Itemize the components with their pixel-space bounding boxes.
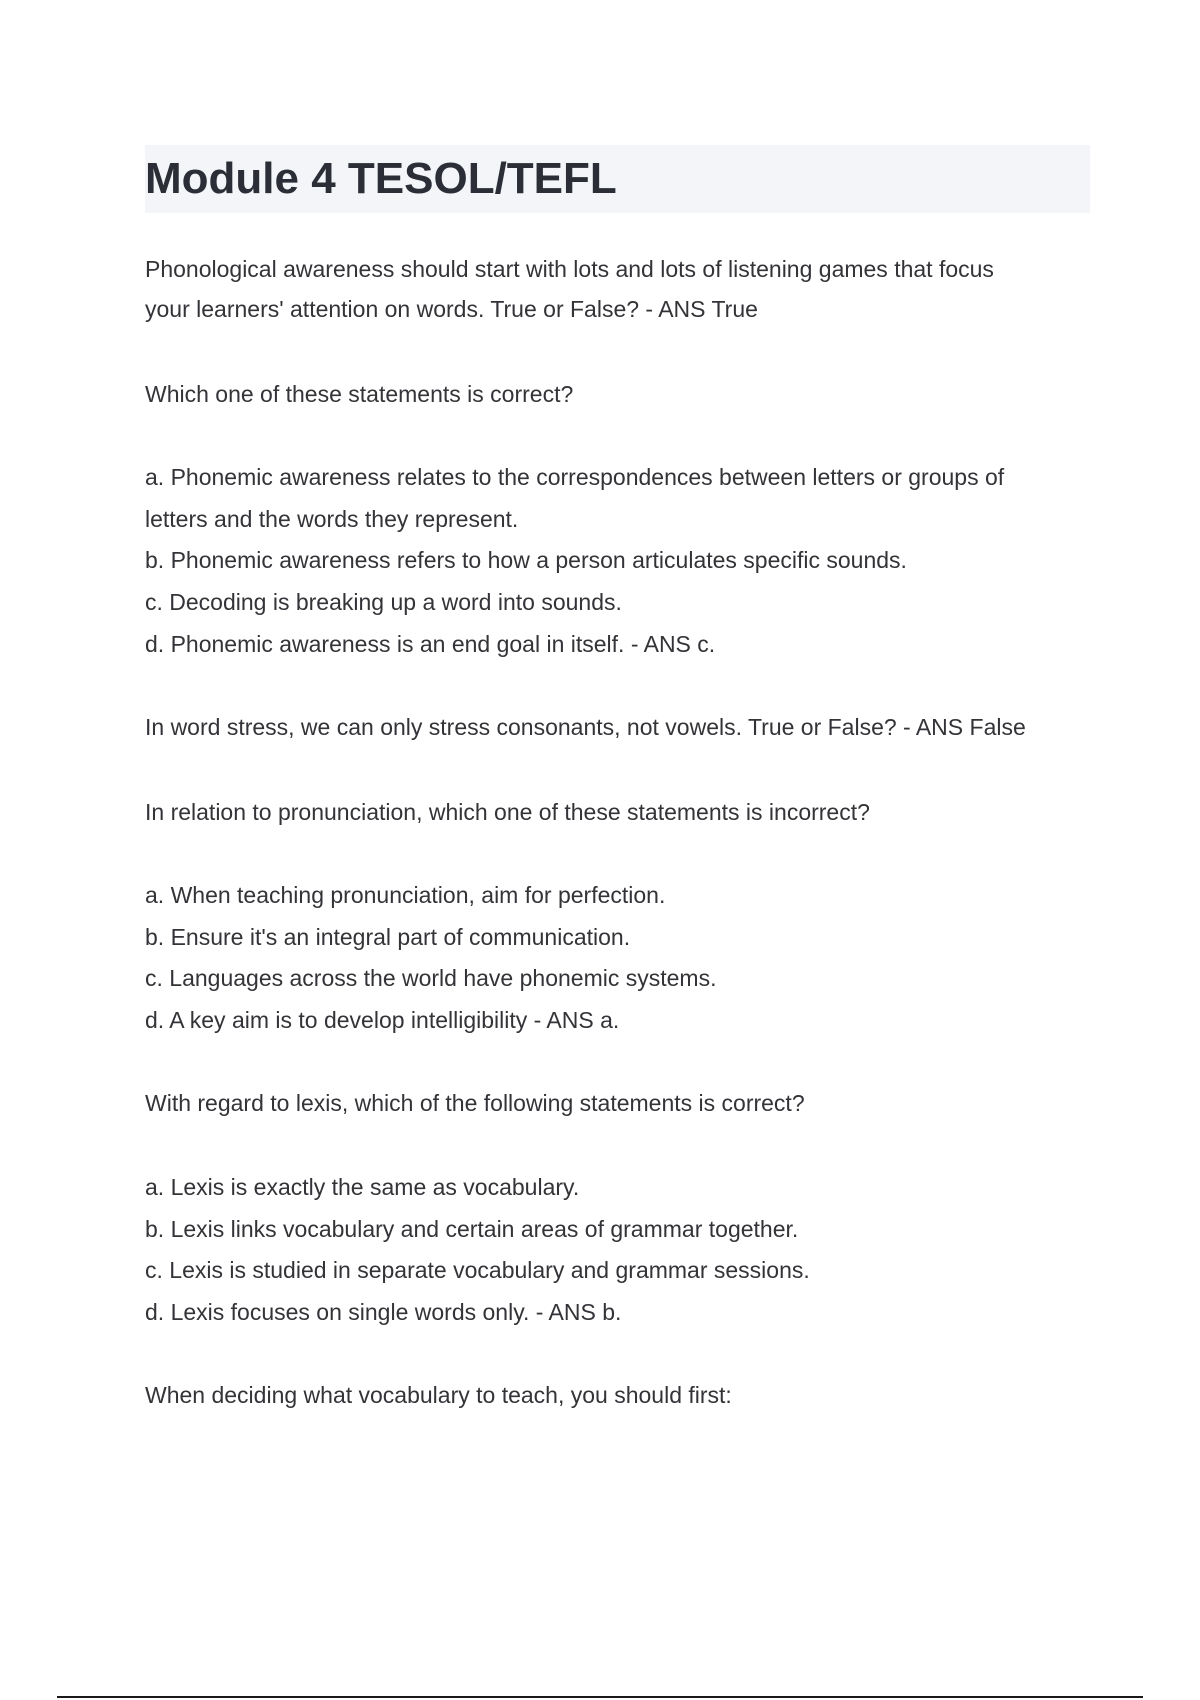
q5-option-a: a. Lexis is exactly the same as vocabulary. [145, 1174, 580, 1200]
q5-option-c: c. Lexis is studied in separate vocabulary and grammar sessions. [145, 1257, 810, 1283]
page-title: Module 4 TESOL/TEFL [145, 154, 617, 203]
q2-option-d: d. Phonemic awareness is an end goal in itself. - ANS c. [145, 631, 716, 657]
q4-option-d: d. A key aim is to develop intelligibility - ANS a. [145, 1007, 620, 1033]
q5-option-d: d. Lexis focuses on single words only. - ANS b. [145, 1299, 622, 1325]
q1-line-1: Phonological awareness should start with lots and lots of listening games that focus [145, 256, 994, 282]
q3-text: In word stress, we can only stress consonants, not vowels. True or False? - ANS False [145, 714, 1026, 740]
q1-line-2: your learners' attention on words. True or False? - ANS True [145, 296, 758, 322]
q4-option-c: c. Languages across the world have phonemic systems. [145, 965, 717, 991]
q2-option-b: b. Phonemic awareness refers to how a person articulates specific sounds. [145, 547, 907, 573]
q5-option-b: b. Lexis links vocabulary and certain areas of grammar together. [145, 1216, 799, 1242]
q5-stem: With regard to lexis, which of the following statements is correct? [145, 1090, 805, 1116]
title-band [145, 145, 1090, 213]
q2-option-a-line-1: a. Phonemic awareness relates to the correspondences between letters or groups of [145, 464, 1005, 490]
q2-option-c: c. Decoding is breaking up a word into sounds. [145, 589, 622, 615]
q4-stem: In relation to pronunciation, which one of these statements is incorrect? [145, 799, 870, 825]
q4-option-a: a. When teaching pronunciation, aim for perfection. [145, 882, 666, 908]
q6-stem: When deciding what vocabulary to teach, you should first: [145, 1382, 732, 1408]
q2-stem: Which one of these statements is correct? [145, 381, 574, 407]
q2-option-a-line-2: letters and the words they represent. [145, 506, 519, 532]
q4-option-b: b. Ensure it's an integral part of communication. [145, 924, 631, 950]
footer-divider [57, 1696, 1143, 1698]
